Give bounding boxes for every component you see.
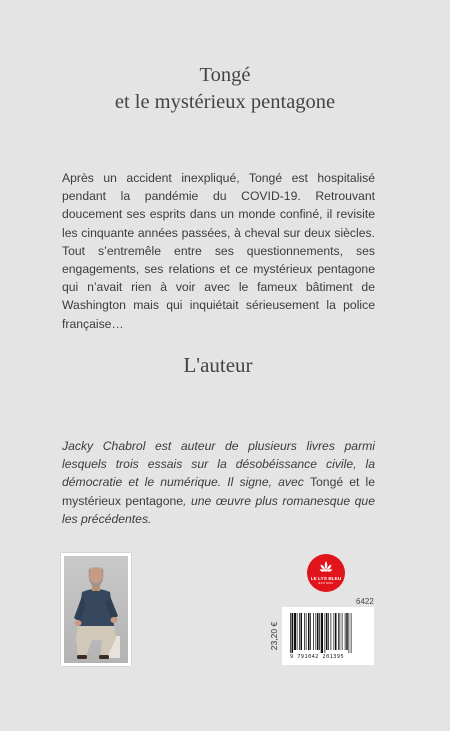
book-title-line-1: Tongé	[199, 64, 251, 86]
barcode-bar	[328, 613, 329, 650]
book-title	[0, 62, 450, 116]
publisher-name: LE LYS BLEU	[310, 576, 342, 581]
barcode-bar	[334, 613, 335, 650]
barcode-bar	[313, 613, 314, 650]
barcode-bar	[326, 613, 328, 650]
barcode-bar	[292, 613, 294, 653]
barcode-bar	[340, 613, 341, 650]
publisher-logo	[307, 554, 345, 592]
barcode-bar	[310, 613, 311, 650]
barcode-bar	[306, 613, 307, 650]
barcode-bar	[299, 613, 300, 650]
lily-icon	[307, 554, 345, 592]
barcode-bar	[325, 613, 326, 653]
publisher-subtitle: ÉDITIONS	[318, 582, 334, 585]
synopsis-paragraph: Après un accident inexpliqué, Tongé est hospitalisé pendant la pandémie du COVID-19. Retrouvant doucement ses esprits dans un monde confiné, il revisite les cinquante années passées, à cheval sur deux siècles. Tout s’entremêle entre ses questionnements, ses engagements, ses relations et ce mystérieux pentagone qui n’avait rien à voir avec le fameux bâtiment de Washington mais qui inquiétait sérieusement la police française…	[62, 171, 375, 331]
barcode-bar	[331, 613, 332, 650]
author-bio-part-2: , une œuvre plus romanesque que les précédentes.	[62, 493, 375, 526]
barcode-bar	[297, 613, 298, 650]
product-code: 6422	[356, 597, 374, 606]
barcode-bar	[351, 613, 352, 653]
barcode-bar	[342, 613, 343, 650]
author-bio	[62, 437, 375, 528]
barcode-bar	[346, 613, 348, 650]
isbn-barcode	[282, 607, 374, 665]
barcode-bar	[321, 613, 323, 653]
author-photo-frame	[61, 553, 131, 666]
barcode-bar	[304, 613, 305, 650]
barcode-bar	[294, 613, 296, 650]
barcode-bar	[301, 613, 303, 650]
barcode-bar	[349, 613, 350, 653]
author-bio-book-title: Tongé et le mystérieux pentagone	[62, 475, 375, 508]
barcode-bar	[290, 613, 291, 653]
barcode-bar	[319, 613, 320, 650]
author-heading: L'auteur	[183, 353, 253, 377]
author-bio-part-1: Jacky Chabrol est auteur de plusieurs livres parmi lesquels trois essais sur la désobéissance civile, la démocratie et le numérique. Il signe, avec	[62, 439, 375, 490]
book-title-line-2: et le mystérieux pentagone	[114, 91, 336, 113]
barcode-bar	[335, 613, 337, 650]
barcode-bar	[308, 613, 310, 650]
author-photo	[64, 556, 128, 663]
isbn-number: 9 791042 201395	[290, 654, 344, 660]
barcode-bar	[316, 613, 317, 650]
barcode-bar	[345, 613, 346, 650]
barcode-bar	[338, 613, 339, 650]
price-label: 23,20 €	[269, 621, 279, 651]
barcode-bar	[317, 613, 319, 650]
